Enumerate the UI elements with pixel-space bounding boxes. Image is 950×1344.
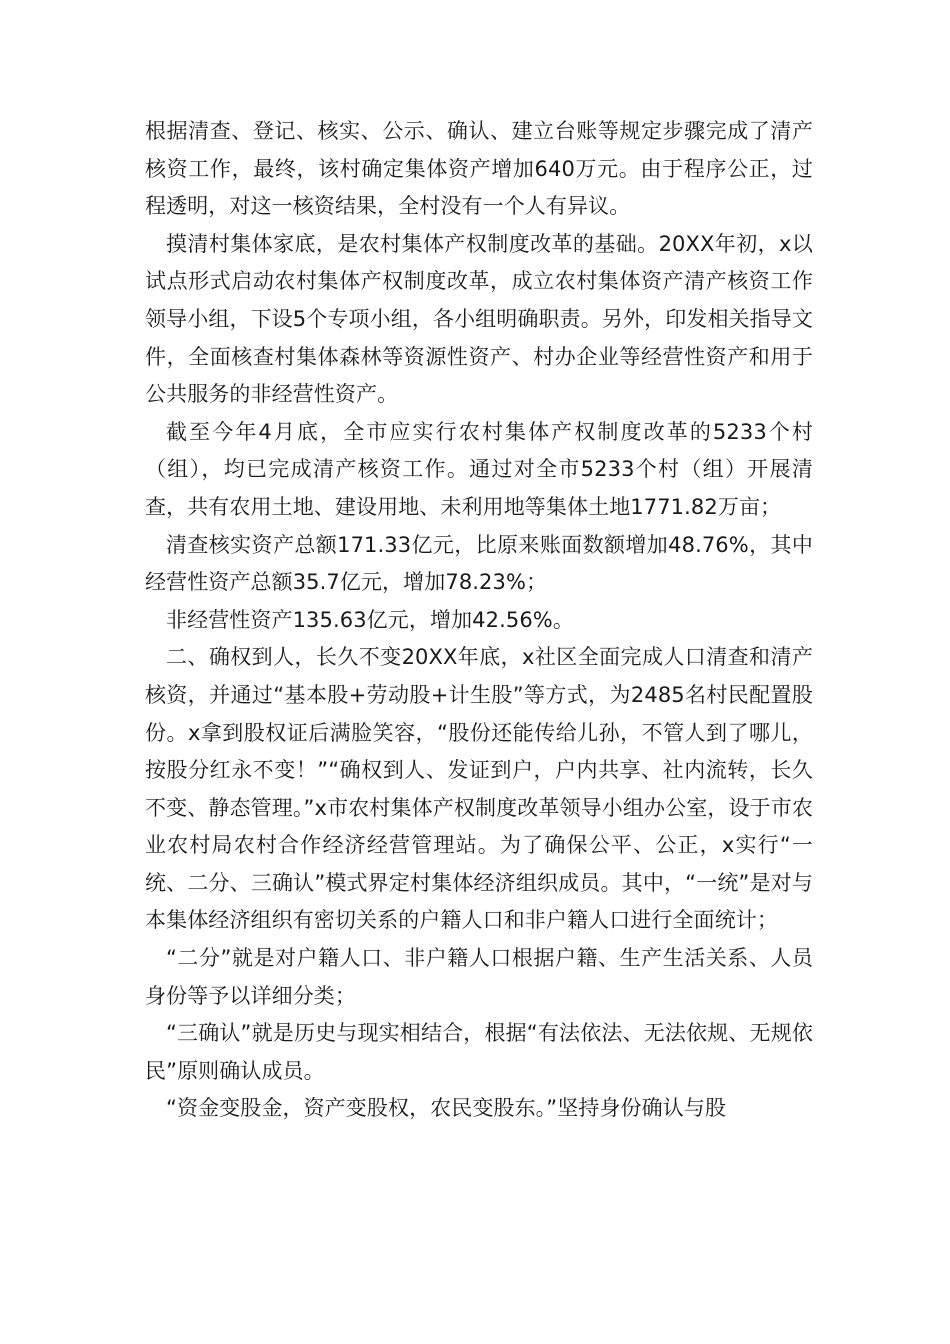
document-body <box>145 113 813 1128</box>
paragraph-7: “二分”就是对户籍人口、非户籍人口根据户籍、生产生活关系、人员身份等予以详细分类； <box>145 946 813 1008</box>
paragraph-9: “资金变股金，资产变股权，农民变股东。”坚持身份确认与股 <box>166 1096 727 1121</box>
paragraph-5: 非经营性资产135.63亿元，增加42.56%。 <box>166 607 574 632</box>
paragraph-8: “三确认”就是历史与现实相结合，根据“有法依法、无法依规、无规依民”原则确认成员。 <box>145 1021 813 1083</box>
paragraph-3: 截至今年4月底，全市应实行农村集体产权制度改革的5233个村（组），均已完成清产核资工作。通过对全市5233个村（组）开展清查，共有农用土地、建设用地、未利用地等集体土地1771.82万亩； <box>145 419 813 519</box>
paragraph-6: 二、确权到人，长久不变20XX年底，x社区全面完成人口清查和清产核资，并通过“基本股+劳动股+计生股”等方式，为2485名村民配置股份。x拿到股权证后满脸笑容，“股份还能传给儿孙，不管人到了哪儿，按股分红永不变！”“确权到人、发证到户，户内共享、社内流转，长久不变、静态管理。”x市农村集体产权制度改革领导小组办公室，设于市农业农村局农村合作经济经营管理站。为了确保公平、公正，x实行“一统、二分、三确认”模式界定村集体经济组织成员。其中，“一统”是对与本集体经济组织有密切关系的户籍人口和非户籍人口进行全面统计； <box>145 645 813 933</box>
paragraph-1: 根据清查、登记、核实、公示、确认、建立台账等规定步骤完成了清产核资工作，最终，该村确定集体资产增加640万元。由于程序公正，过程透明，对这一核资结果，全村没有一个人有异议。 <box>145 119 813 219</box>
paragraph-2: 摸清村集体家底，是农村集体产权制度改革的基础。20XX年初，x以试点形式启动农村集体产权制度改革，成立农村集体资产清产核资工作领导小组，下设5个专项小组，各小组明确职责。另外，印发相关指导文件，全面核查村集体森林等资源性资产、村办企业等经营性资产和用于公共服务的非经营性资产。 <box>145 231 813 407</box>
paragraph-4: 清查核实资产总额171.33亿元，比原来账面数额增加48.76%，其中经营性资产总额35.7亿元，增加78.23%； <box>145 532 813 595</box>
